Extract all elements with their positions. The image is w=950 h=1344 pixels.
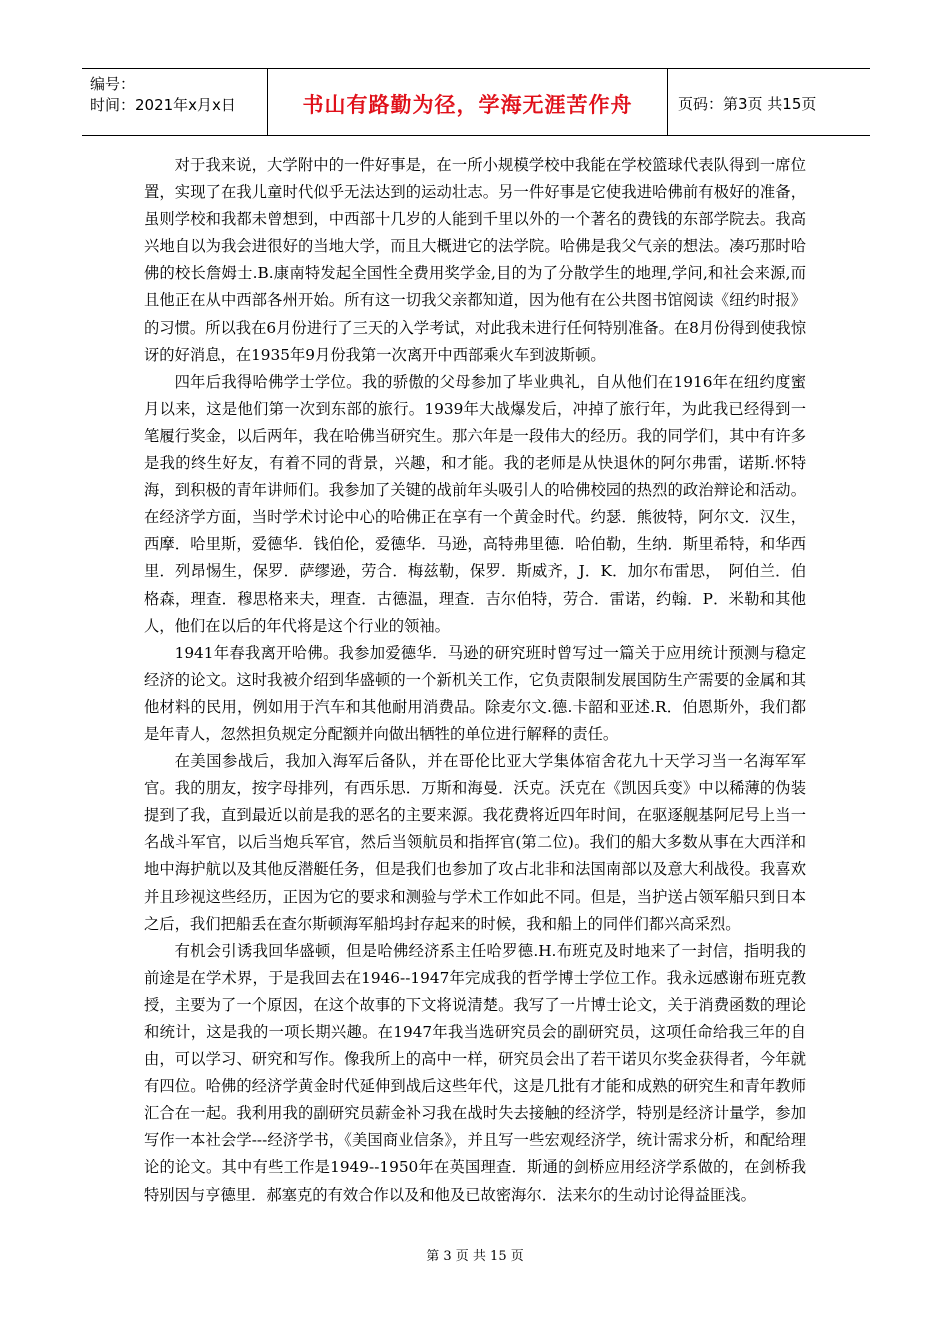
paragraph-3: 1941年春我离开哈佛。我参加爱德华．马逊的研究班时曾写过一篇关于应用统计预测与稳定经济的论文。这时我被介绍到华盛顿的一个新机关工作，它负责限制发展国防生产需要的金属和其他材料的民用，例如用于汽车和其他耐用消费品。除麦尔文.德.卡韶和亚述.R．伯恩斯外，我们都是年青人，忽然担负规定分配额并向做出牺牲的单位进行解释的责任。 xyxy=(144,643,806,743)
header-motto: 书山有路勤为径，学海无涯苦作舟 xyxy=(302,93,633,117)
document-date: 时间：2021年x月x日 xyxy=(90,96,236,114)
page-header xyxy=(82,68,870,136)
paragraph-5: 有机会引诱我回华盛顿，但是哈佛经济系主任哈罗德.H.布班克及时地来了一封信，指明我的前途是在学术界，于是我回去在1946--1947年完成我的哲学博士学位工作。我永远感谢布班克教授，主要为了一个原因，在这个故事的下文将说清楚。我写了一片博士论文，关于消费函数的理论和统计，这是我的一项长期兴趣。在1947年我当选研究员会的副研究员，这项任命给我三年的自由，可以学习、研究和写作。像我所上的高中一样，研究员会出了若干诺贝尔奖金获得者，今年就有四位。哈佛的经济学黄金时代延伸到战后这些年代，这是几批有才能和成熟的研究生和青年教师汇合在一起。我利用我的副研究员薪金补习我在战时失去接触的经济学，特别是经济计量学，参加写作一本社会学---经济学书，《美国商业信条》，并且写一些宏观经济学，统计需求分析，和配给理论的论文。其中有些工作是1949--1950年在英国理查．斯通的剑桥应用经济学系做的，在剑桥我特别因与亨德里．郝塞克的有效合作以及和他及已故密海尔．法来尔的生动讨论得益匪浅。 xyxy=(144,941,806,1204)
document-code-label: 编号： xyxy=(90,75,136,93)
document-body xyxy=(144,152,806,1209)
header-page-cell xyxy=(668,69,870,135)
paragraph-4: 在美国参战后，我加入海军后备队，并在哥伦比亚大学集体宿舍花九十天学习当一名海军军官。我的朋友，按字母排列，有西乐思．万斯和海曼．沃克。沃克在《凯因兵变》中以稀薄的伪装提到了我，直到最近以前是我的恶名的主要来源。我花费将近四年时间，在驱逐舰基阿尼号上当一名战斗军官，以后当炮兵军官，然后当领航员和指挥官(第二位)。我们的船大多数从事在大西洋和地中海护航以及其他反潜艇任务，但是我们也参加了攻占北非和法国南部以及意大利战役。我喜欢并且珍视这些经历，正因为它的要求和测验与学术工作如此不同。但是，当护送占领军船只到日本之后，我们把船丢在查尔斯顿海军船坞封存起来的时候，我和船上的同伴们都兴高采烈。 xyxy=(144,752,806,933)
page-footer: 第 3 页 共 15 页 xyxy=(426,1249,524,1264)
paragraph-2: 四年后我得哈佛学士学位。我的骄傲的父母参加了毕业典礼，自从他们在1916年在纽约度蜜月以来，这是他们第一次到东部的旅行。1939年大战爆发后，冲掉了旅行年，为此我已经得到一笔履行奖金，以后两年，我在哈佛当研究生。那六年是一段伟大的经历。我的同学们，其中有许多是我的终生好友，有着不同的背景，兴趣，和才能。我的老师是从快退休的阿尔弗雷，诺斯.怀特海，到积极的青年讲师们。我参加了关键的战前年头吸引人的哈佛校园的热烈的政治辩论和活动。在经济学方面，当时学术讨论中心的哈佛正在享有一个黄金时代。约瑟．熊彼特，阿尔文．汉生，西摩．哈里斯，爱德华．钱伯伦，爱德华．马逊，高特弗里德．哈伯勒，生纳．斯里希特，和华西里．列昂惕生，保罗．萨缪逊，劳合．梅兹勒，保罗．斯威齐，J．K．加尔布雷思， 阿伯兰．伯格森，理查．穆思格来夫，理查．古德温，理查．吉尔伯特，劳合．雷诺，约翰．P．米勒和其他人，他们在以后的年代将是这个行业的领袖。 xyxy=(144,372,806,635)
paragraph-1: 对于我来说，大学附中的一件好事是，在一所小规模学校中我能在学校篮球代表队得到一席位置，实现了在我儿童时代似乎无法达到的运动壮志。另一件好事是它使我进哈佛前有极好的准备，虽则学校和我都未曾想到，中西部十几岁的人能到千里以外的一个著名的费钱的东部学院去。我高兴地自以为我会进很好的当地大学，而且大概进它的法学院。哈佛是我父气亲的想法。凑巧那时哈佛的校长詹姆士.B.康南特发起全国性全费用奖学金,目的为了分散学生的地理,学问,和社会来源,而且他正在从中西部各州开始。所有这一切我父亲都知道，因为他有在公共图书馆阅读《纽约时报》的习惯。所以我在6月份进行了三天的入学考试，对此我未进行任何特别准备。在8月份得到使我惊讶的好消息，在1935年9月份我第一次离开中西部乘火车到波斯顿。 xyxy=(144,156,806,364)
header-motto-cell xyxy=(268,69,668,135)
header-page-info: 页码：第3页 共15页 xyxy=(678,95,817,113)
header-meta-cell xyxy=(82,69,268,135)
